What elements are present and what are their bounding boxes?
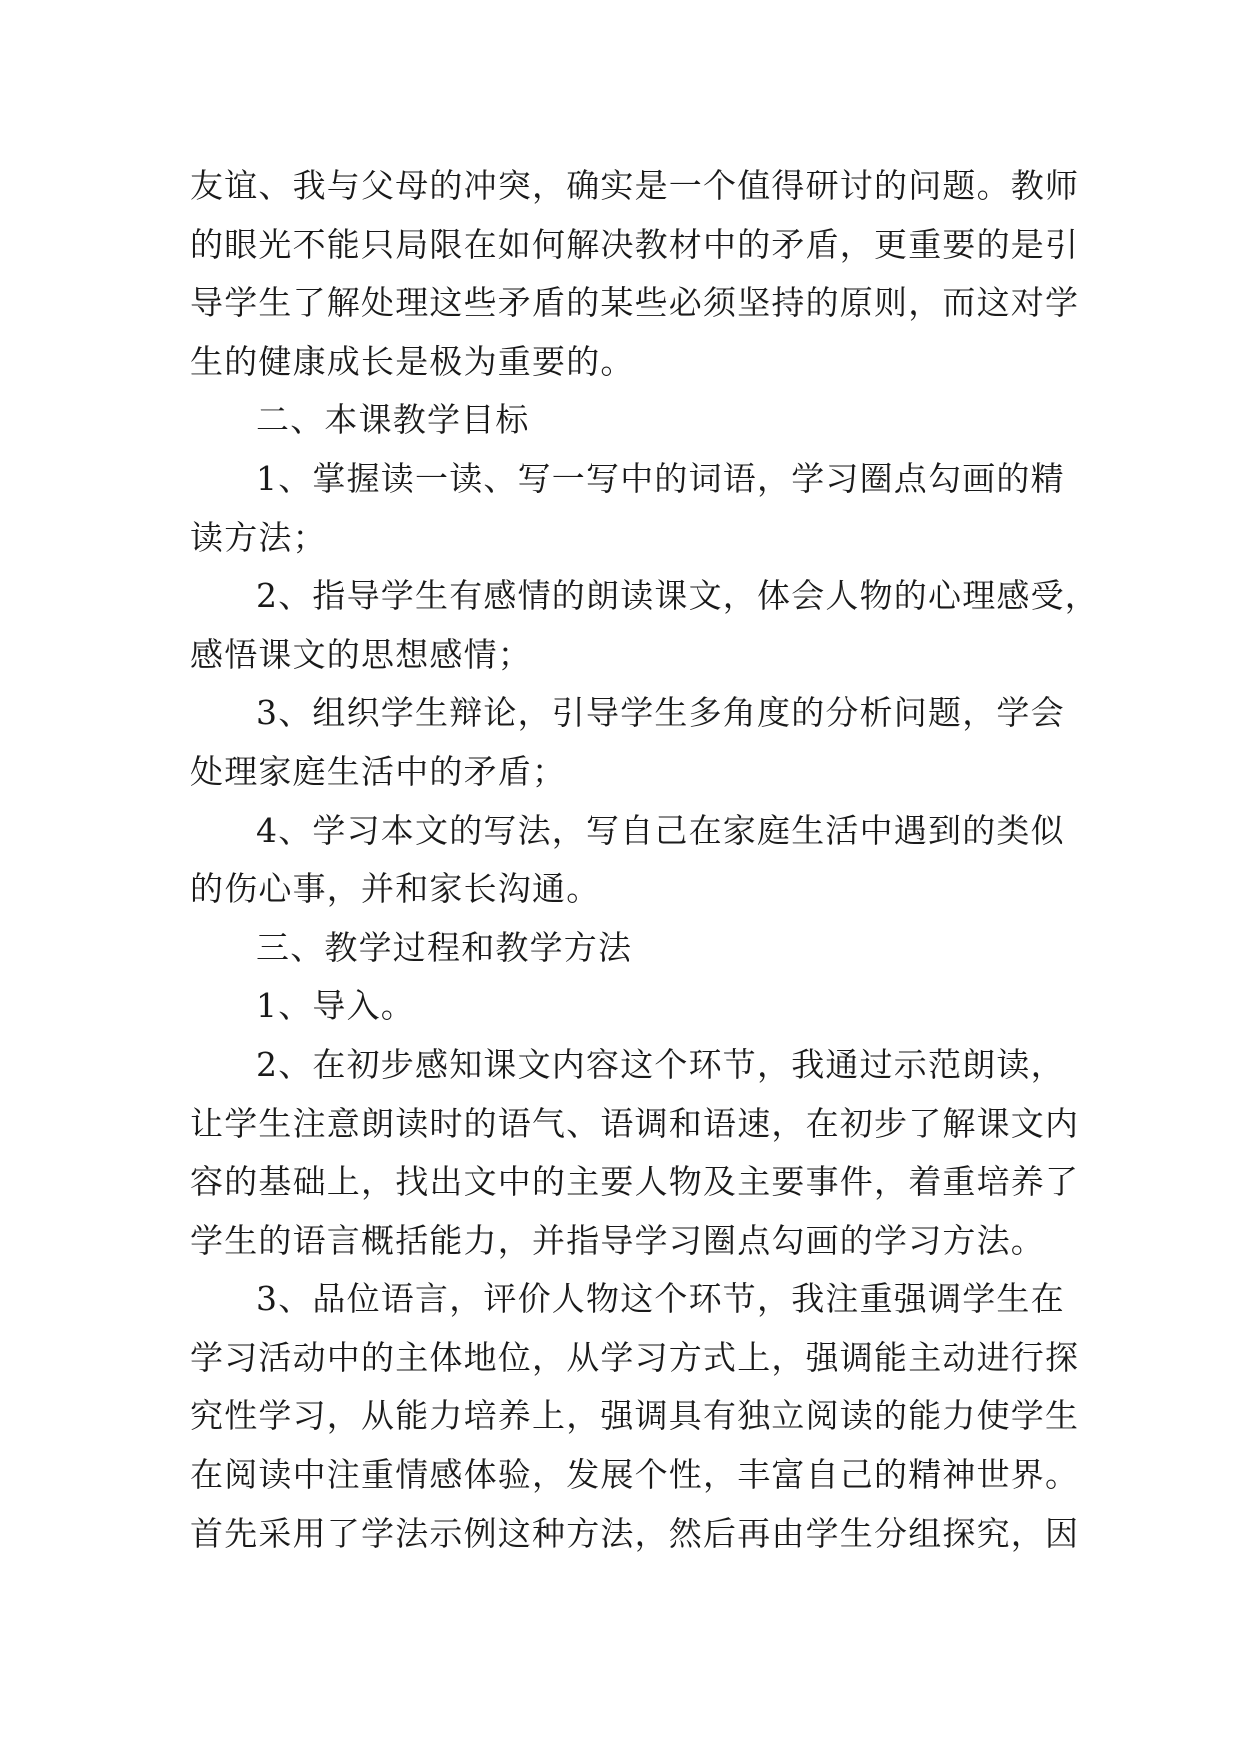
text-line: 的眼光不能只局限在如何解决教材中的矛盾，更重要的是引 [190, 224, 1080, 264]
text-line: 4、学习本文的写法，写自己在家庭生活中遇到的类似 [256, 810, 1065, 850]
text-line: 学习活动中的主体地位，从学习方式上，强调能主动进行探 [190, 1337, 1080, 1377]
text-line: 读方法； [190, 517, 327, 557]
text-line: 友谊、我与父母的冲突，确实是一个值得研讨的问题。教师 [190, 166, 1080, 205]
text-line: 在阅读中注重情感体验，发展个性，丰富自己的精神世界。 [190, 1455, 1080, 1495]
text-line: 容的基础上，找出文中的主要人物及主要事件，着重培养了 [190, 1162, 1080, 1202]
text-line: 1、掌握读一读、写一写中的词语，学习圈点勾画的精 [256, 458, 1065, 498]
text-line: 1、导入。 [256, 986, 415, 1026]
text-line: 究性学习，从能力培养上，强调具有独立阅读的能力使学生 [190, 1396, 1080, 1436]
text-line: 学生的语言概括能力，并指导学习圈点勾画的学习方法。 [190, 1220, 1045, 1260]
text-line: 让学生注意朗读时的语气、语调和语速，在初步了解课文内 [190, 1103, 1080, 1143]
section-heading: 三、教学过程和教学方法 [256, 927, 633, 967]
document-body [190, 157, 1099, 1563]
text-line: 2、指导学生有感情的朗读课文，体会人物的心理感受， [256, 576, 1099, 616]
section-heading: 二、本课教学目标 [256, 400, 530, 440]
text-line: 导学生了解处理这些矛盾的某些必须坚持的原则，而这对学 [190, 283, 1080, 323]
text-line: 感悟课文的思想感情； [190, 634, 532, 674]
text-line: 2、在初步感知课文内容这个环节，我通过示范朗读， [256, 1044, 1065, 1084]
text-line: 首先采用了学法示例这种方法，然后再由学生分组探究，因 [190, 1513, 1080, 1553]
text-line: 的伤心事，并和家长沟通。 [190, 869, 601, 909]
text-line: 处理家庭生活中的矛盾； [190, 751, 567, 791]
text-line: 3、组织学生辩论，引导学生多角度的分析问题，学会 [256, 693, 1065, 733]
text-line: 3、品位语言，评价人物这个环节，我注重强调学生在 [256, 1279, 1065, 1319]
text-line: 生的健康成长是极为重要的。 [190, 341, 635, 381]
